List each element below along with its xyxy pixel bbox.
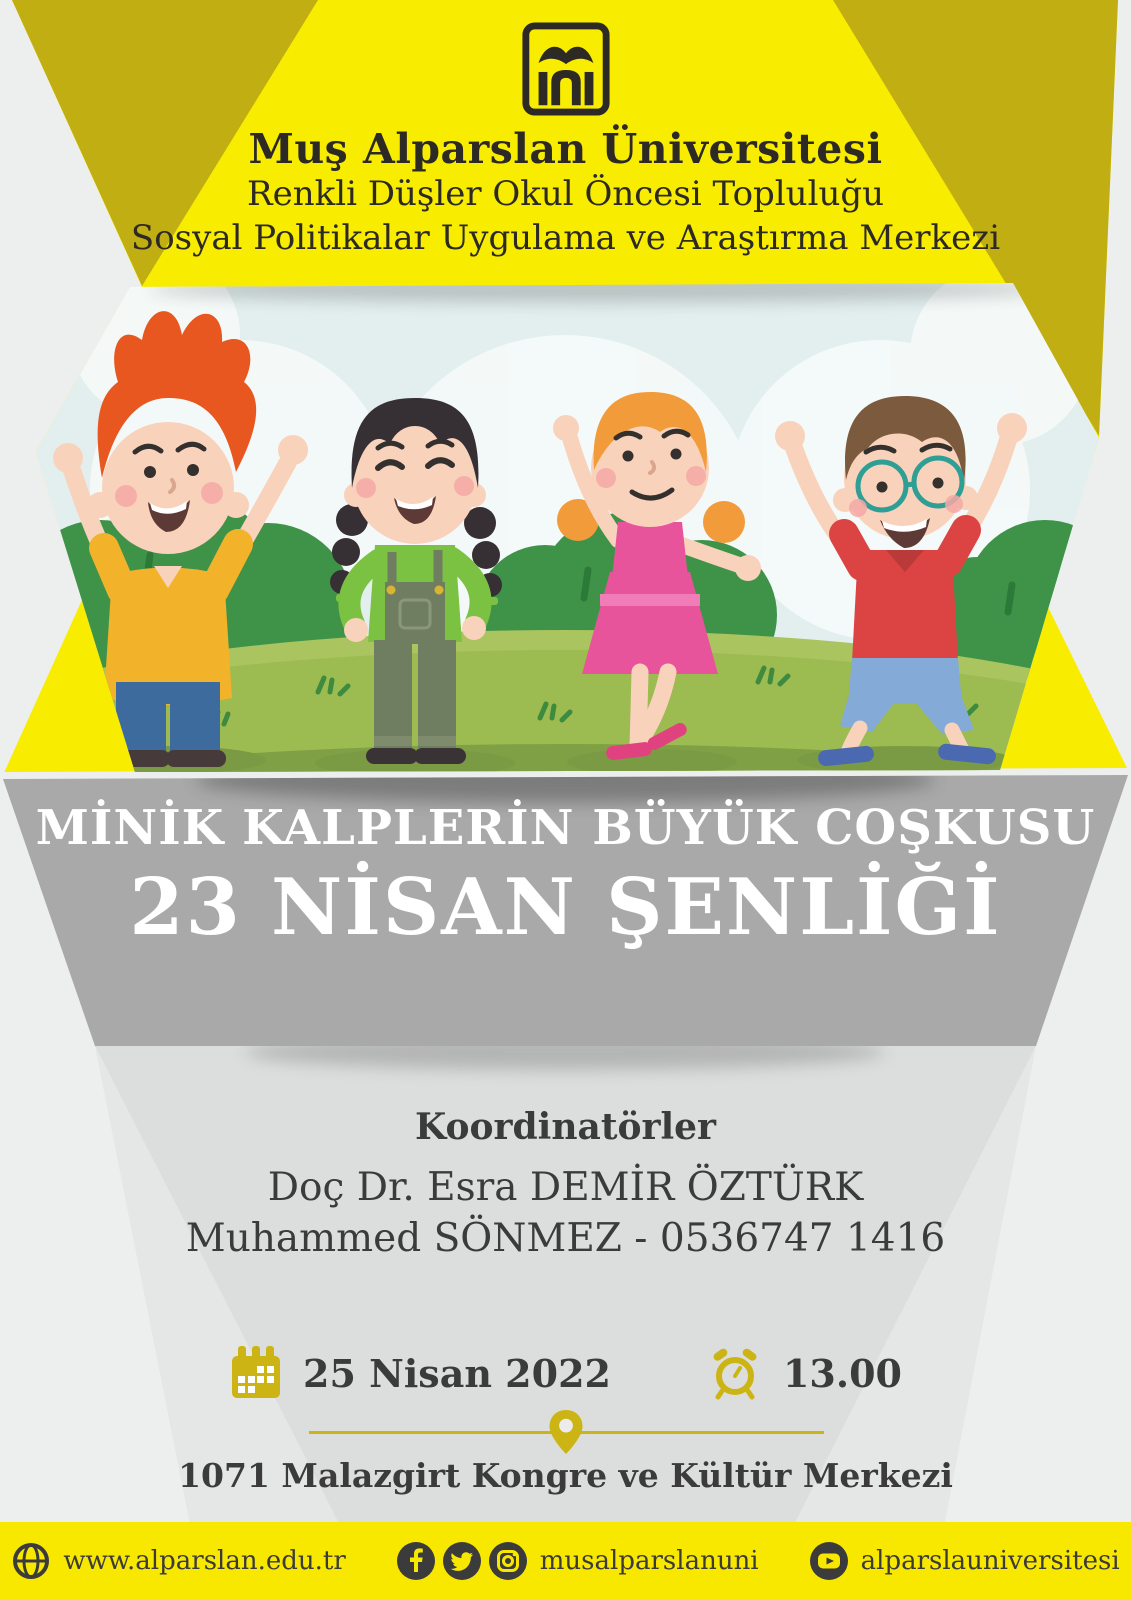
calendar-icon (229, 1344, 283, 1402)
center-name: Sosyal Politikalar Uygulama ve Araştırma Merkezi (130, 217, 1001, 258)
coordinator-name: Muhammed SÖNMEZ - 0536747 1416 (185, 1216, 946, 1262)
event-time: 13.00 (782, 1350, 902, 1396)
university-logo-icon (519, 20, 613, 120)
header (0, 20, 1131, 260)
venue-name: 1071 Malazgirt Kongre ve Kültür Merkezi (178, 1456, 953, 1495)
event-datetime-row (0, 1344, 1131, 1402)
globe-icon (11, 1541, 51, 1581)
twitter-icon (442, 1541, 482, 1581)
alarm-clock-icon (707, 1345, 763, 1401)
title-banner (0, 800, 1131, 953)
instagram-icon (488, 1541, 528, 1581)
footer (0, 1522, 1131, 1600)
university-name: Muş Alparslan Üniversitesi (248, 125, 883, 173)
facebook-icon (396, 1541, 436, 1581)
community-name: Renkli Düşler Okul Öncesi Topluluğu (246, 174, 885, 215)
website-url: www.alparslan.edu.tr (63, 1546, 346, 1576)
social-icons (396, 1541, 528, 1581)
coordinators-section (0, 1106, 1131, 1265)
event-date: 25 Nisan 2022 (303, 1350, 611, 1396)
coordinators-heading: Koordinatörler (415, 1106, 716, 1148)
youtube-icon (809, 1541, 849, 1581)
event-subtitle: MİNİK KALPLERİN BÜYÜK COŞKUSU (35, 800, 1096, 856)
location-pin-icon (544, 1404, 588, 1460)
event-title: 23 NİSAN ŞENLİĞİ (129, 862, 1002, 953)
coordinator-name: Doç Dr. Esra DEMİR ÖZTÜRK (267, 1165, 864, 1210)
social-handle: musalparslanuni (539, 1546, 759, 1576)
youtube-handle: alparslauniversitesi (860, 1546, 1120, 1576)
